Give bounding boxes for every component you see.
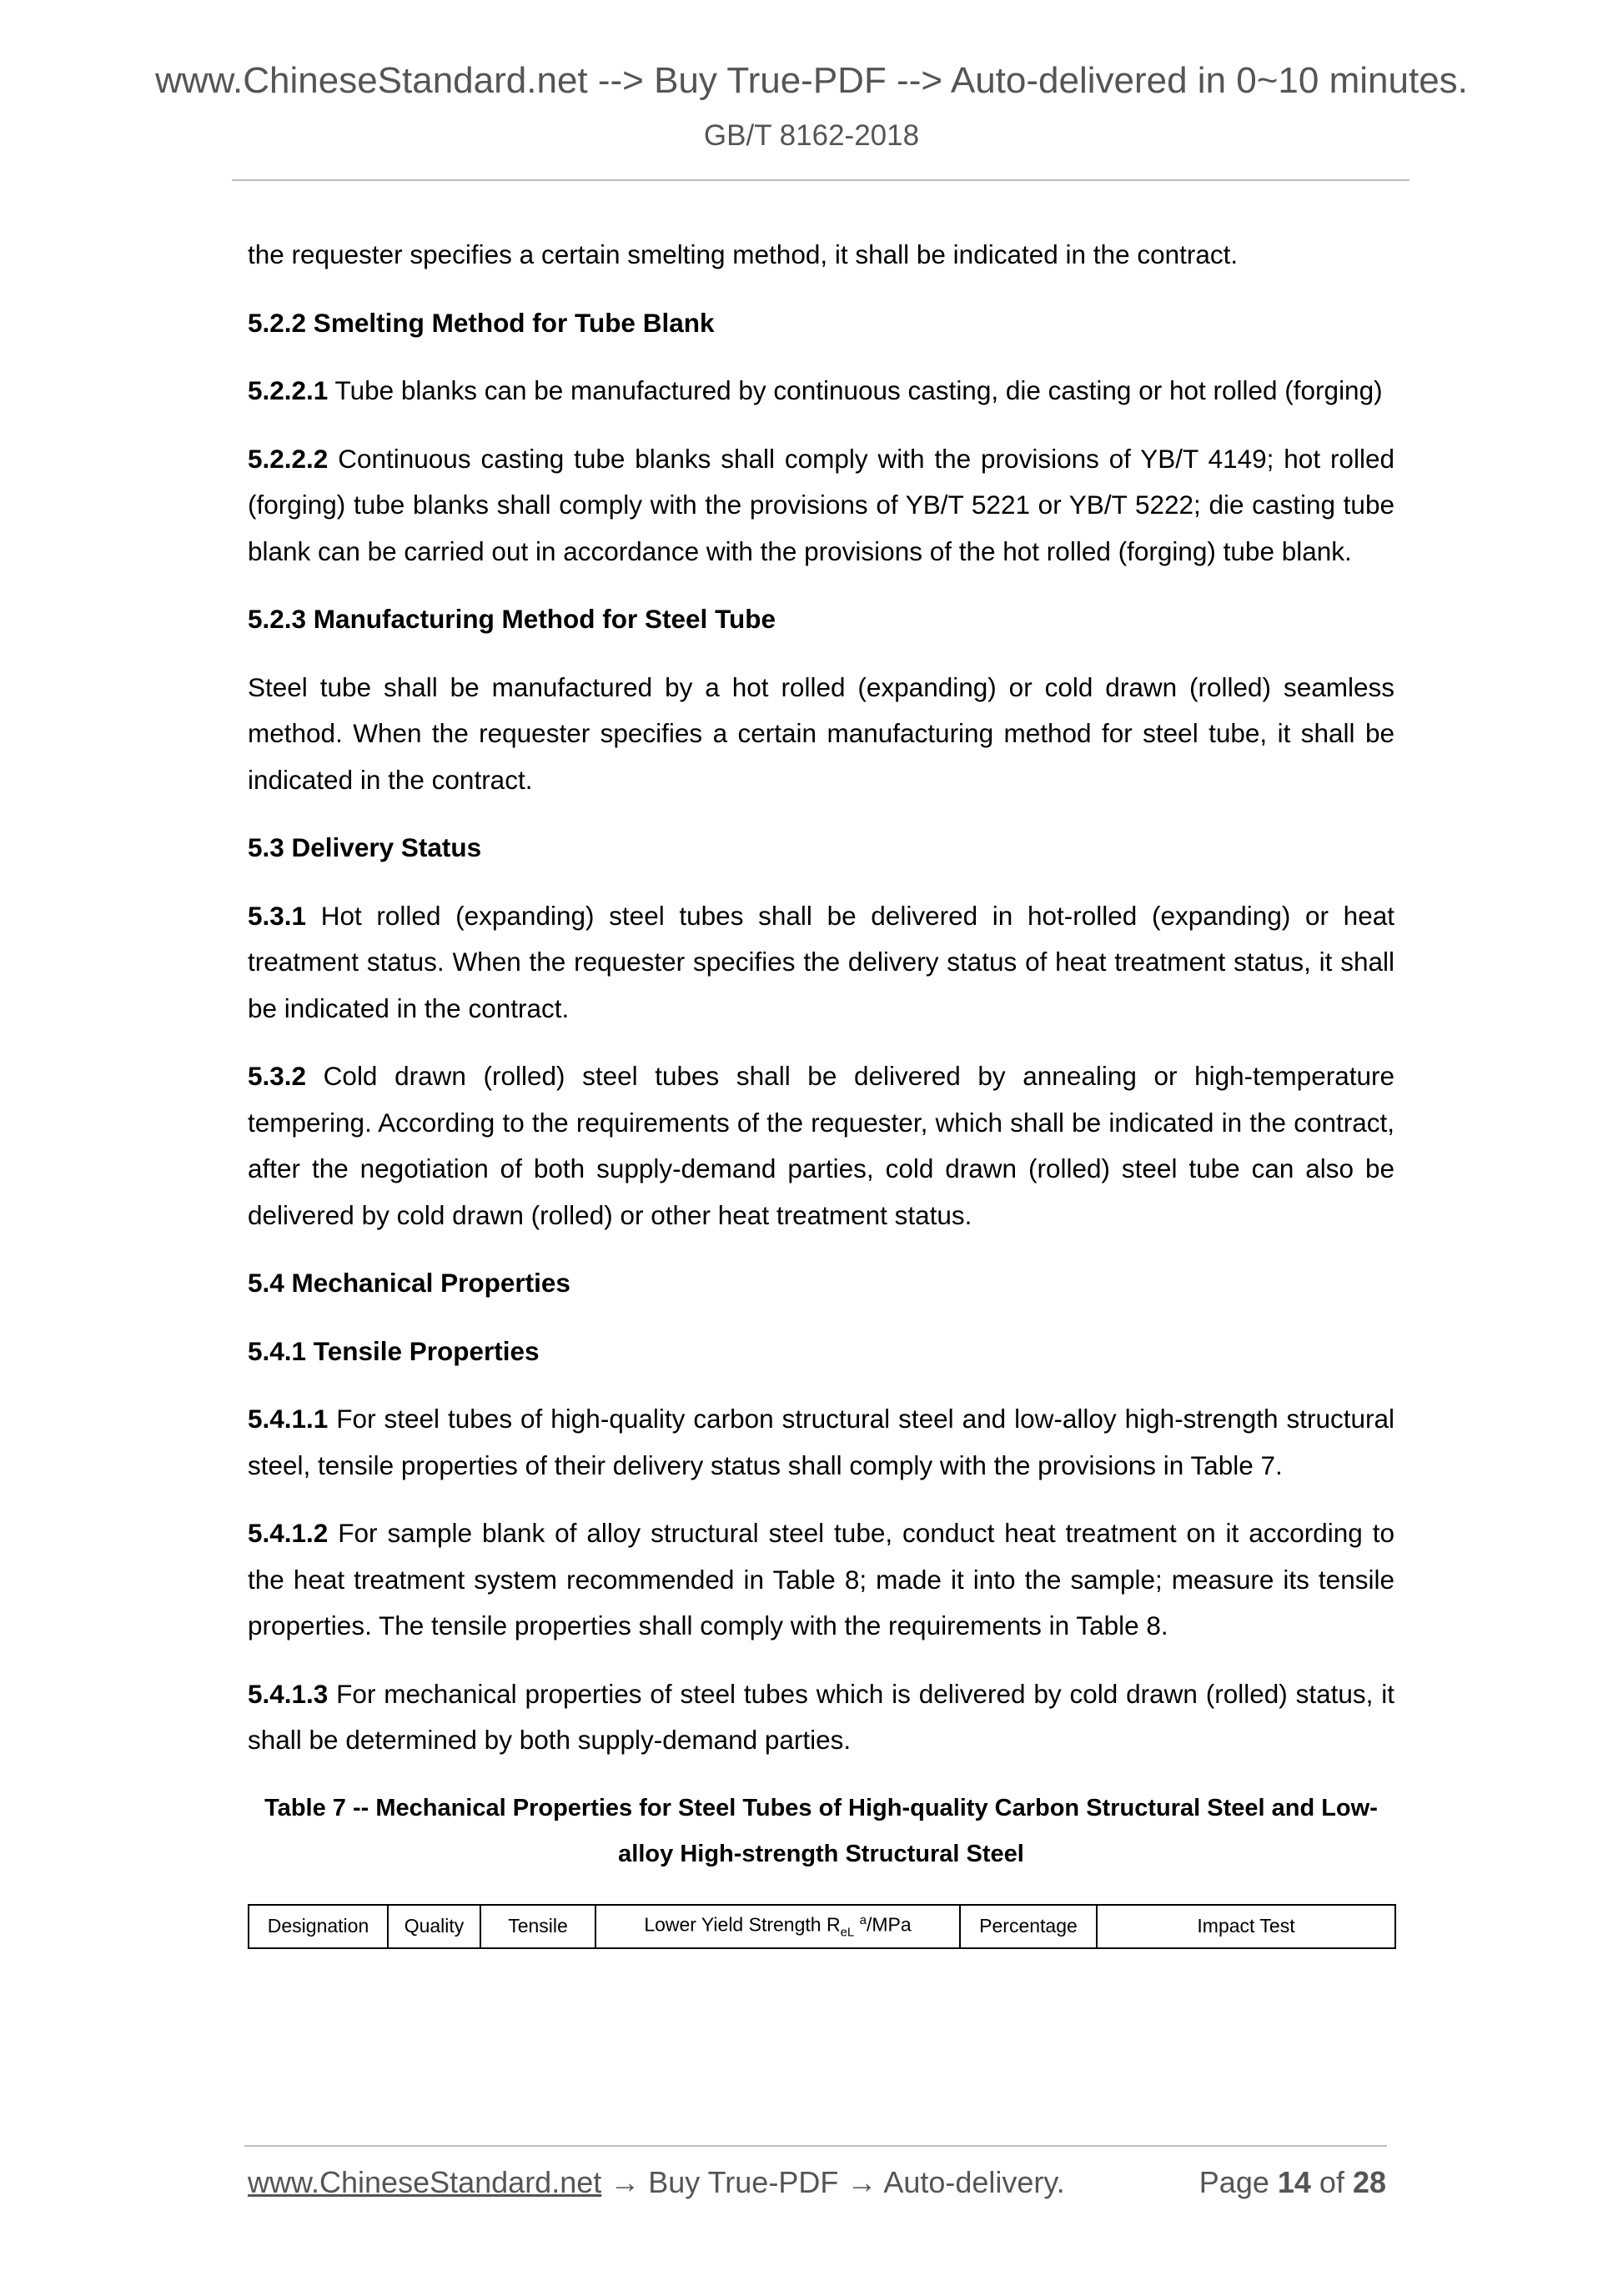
standard-code: GB/T 8162-2018 <box>703 119 920 152</box>
yield-subscript: eL <box>840 1925 855 1940</box>
clause-number: 5.2.2.2 <box>248 443 329 474</box>
clause-number: 5.3.1 <box>248 900 307 931</box>
clause-number: 5.4.1.1 <box>248 1404 329 1434</box>
table-7 <box>248 1904 1396 1949</box>
heading-5-2-2: 5.2.2 Smelting Method for Tube Blank <box>248 307 715 338</box>
footnote-marker: a <box>859 1912 867 1927</box>
page-indicator <box>1199 2165 1386 2200</box>
page-number: 14 <box>1277 2165 1311 2199</box>
clause-number: 5.4.1.3 <box>248 1678 329 1709</box>
paragraph-5-3-1 <box>248 893 1394 1032</box>
paragraph-continued: the requester specifies a certain smelting method, it shall be indicated in the contract. <box>248 239 1239 269</box>
heading-5-4-1: 5.4.1 Tensile Properties <box>248 1335 540 1366</box>
yield-label: Lower Yield Strength R <box>644 1913 841 1936</box>
column-header-quality: Quality <box>388 1905 480 1948</box>
footer-site-link[interactable]: www.ChineseStandard.net <box>248 2165 602 2199</box>
column-header-impact-test: Impact Test <box>1097 1905 1395 1948</box>
clause-text: Hot rolled (expanding) steel tubes shall be delivered in hot-rolled (expanding) or heat treatment status. When the requester specifies the delivery status of heat treatment status, it shall be indicated in the contract. <box>248 900 1394 1023</box>
of-word: of <box>1310 2165 1353 2199</box>
clause-number: 5.3.2 <box>248 1061 307 1091</box>
paragraph-5-2-2-1 <box>248 368 1394 414</box>
clause-text: Cold drawn (rolled) steel tubes shall be delivered by annealing or high-temperature tempering. According to the requirements of the requester, which shall be indicated in the contract, after the negotiation of both supply-demand parties, cold drawn (rolled) steel tube can also be delivered by cold drawn (rolled) or other heat treatment status. <box>248 1061 1394 1230</box>
page-total: 28 <box>1352 2165 1386 2199</box>
clause-number: 5.4.1.2 <box>248 1518 329 1548</box>
paragraph-5-2-3: Steel tube shall be manufactured by a hot rolled (expanding) or cold drawn (rolled) seamless method. When the requester specifies a certain manufacturing method for steel tube, it shall be indicated in the contract. <box>248 671 1394 795</box>
column-header-percentage: Percentage <box>960 1905 1097 1948</box>
paragraph-5-4-1-3 <box>248 1671 1394 1764</box>
clause-number: 5.2.2.1 <box>248 375 329 405</box>
paragraph-5-4-1-2 <box>248 1510 1394 1650</box>
clause-text: For steel tubes of high-quality carbon structural steel and low-alloy high-strength structural steel, tensile properties of their delivery status shall comply with the provisions in Table 7. <box>248 1404 1394 1480</box>
column-header-designation: Designation <box>249 1905 388 1948</box>
table-caption-line: Table 7 -- Mechanical Properties for Steel Tubes of High-quality Carbon Structural Steel and Low- <box>264 1794 1378 1821</box>
paragraph-5-4-1-1 <box>248 1396 1394 1489</box>
header-divider <box>232 179 1409 181</box>
clause-text: For sample blank of alloy structural steel tube, conduct heat treatment on it according to the heat treatment system recommended in Table 8; made it into the sample; measure its tensile properties. The tensile properties shall comply with the requirements in Table 8. <box>248 1518 1394 1640</box>
heading-5-4: 5.4 Mechanical Properties <box>248 1268 570 1298</box>
table-caption-line: alloy High-strength Structural Steel <box>618 1840 1024 1867</box>
header-site-line: www.ChineseStandard.net --> Buy True-PDF --> Auto-delivered in 0~10 minutes. <box>155 60 1468 101</box>
clause-text: For mechanical properties of steel tubes which is delivered by cold drawn (rolled) status, it shall be determined by both supply-demand parties. <box>248 1678 1394 1755</box>
clause-text: Tube blanks can be manufactured by continuous casting, die casting or hot rolled (forging) <box>328 375 1383 405</box>
footer-divider <box>244 2145 1387 2147</box>
footer-promo <box>248 2165 1065 2200</box>
footer-promo-text: → Buy True-PDF → Auto-delivery. <box>601 2165 1065 2199</box>
table-header-row <box>249 1905 1395 1948</box>
heading-5-2-3: 5.2.3 Manufacturing Method for Steel Tube <box>248 604 776 634</box>
table-7-caption <box>248 1786 1394 1877</box>
paragraph-5-2-2-2 <box>248 436 1394 575</box>
column-header-tensile: Tensile <box>480 1905 595 1948</box>
yield-unit: /MPa <box>866 1913 912 1936</box>
paragraph-5-3-2 <box>248 1053 1394 1238</box>
column-header-lower-yield-strength <box>595 1905 960 1948</box>
clause-text: Continuous casting tube blanks shall comply with the provisions of YB/T 4149; hot rolled (forging) tube blanks shall comply with the provisions of YB/T 5221 or YB/T 5222; die casting tube blank can be carried out in accordance with the provisions of the hot rolled (forging) tube blank. <box>248 443 1394 566</box>
heading-5-3: 5.3 Delivery Status <box>248 832 482 862</box>
document-body <box>248 232 1394 1949</box>
page-word: Page <box>1198 2165 1278 2199</box>
